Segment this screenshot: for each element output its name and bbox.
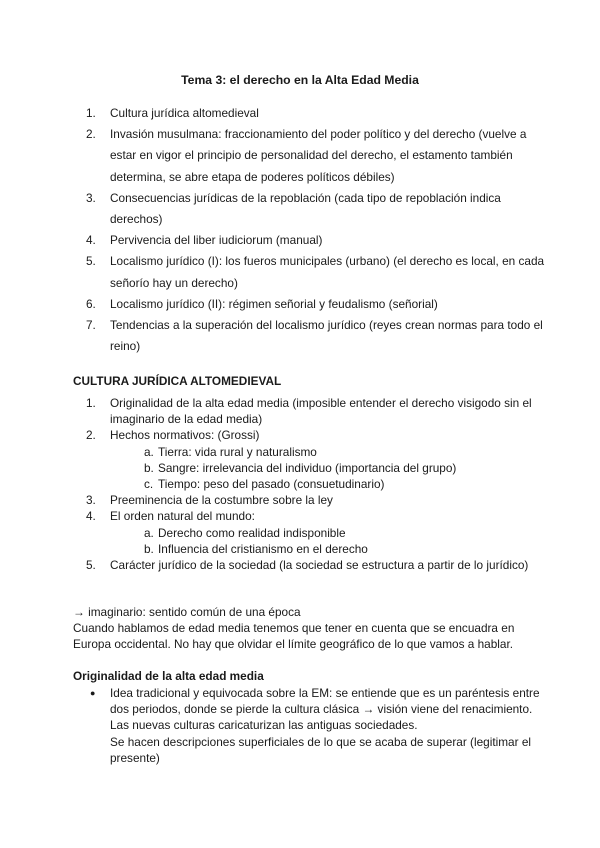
note-paragraph: Cuando hablamos de edad media tenemos que tener en cuenta que se encuadra en Europa occidental. No hay que olvidar el límite geográfico de lo que vamos a hablar. (73, 621, 515, 652)
bullet-icon: ● (90, 688, 96, 698)
list-number: 1. (86, 106, 96, 120)
bullet-list (90, 685, 540, 766)
toc-item-text: Localismo jurídico (II): régimen señorial y feudalismo (señorial) (110, 296, 438, 311)
sub-list-letter: c. (144, 477, 154, 492)
sub-list-letter: a. (144, 525, 154, 540)
list-item (86, 508, 546, 557)
toc-item-text: Cultura jurídica altomedieval (110, 106, 259, 120)
sub-list-letter: b. (144, 460, 154, 475)
sub-list-text: Sangre: irrelevancia del individuo (importancia del grupo) (158, 460, 457, 475)
bullet-extra-text: Se hacen descripciones superficiales de lo que se acaba de superar (legitimar el presente) (110, 734, 531, 765)
toc-item-text: Tendencias a la superación del localismo jurídico (reyes crean normas para todo el reino) (110, 318, 543, 354)
sub-list-item (144, 476, 546, 492)
sub-list-item (144, 541, 546, 557)
note-imaginario: → imaginario: sentido común de una época (73, 605, 301, 619)
list-number: 5. (86, 558, 96, 573)
document-title: Tema 3: el derecho en la Alta Edad Media (181, 73, 419, 87)
toc-item-text: Invasión musulmana: fraccionamiento del poder político y del derecho (vuelve a estar en vigor el principio de personalidad del derecho, el estamento también determina, se abre etapa de poderes políticos débiles) (110, 127, 527, 184)
bullet-item (90, 685, 540, 766)
toc-item (86, 230, 546, 251)
list-number: 4. (86, 233, 96, 248)
toc-item-text: Consecuencias jurídicas de la repoblación (cada tipo de repoblación indica derechos) (110, 190, 501, 227)
sub-list-text: Tierra: vida rural y naturalismo (158, 444, 317, 459)
toc-item (86, 188, 546, 230)
list-item-text: Originalidad de la alta edad media (imposible entender el derecho visigodo sin el imaginario de la edad media) (110, 396, 532, 427)
toc-item (86, 294, 546, 315)
list-item-text: Hechos normativos: (Grossi) (110, 428, 260, 443)
toc-item-text: Pervivencia del liber iudiciorum (manual) (110, 233, 323, 248)
section-heading: CULTURA JURÍDICA ALTOMEDIEVAL (73, 374, 282, 388)
list-item (86, 395, 546, 427)
list-number: 3. (86, 190, 96, 205)
sub-list (110, 444, 546, 493)
list-number: 5. (86, 254, 96, 269)
list-item-text: Carácter jurídico de la sociedad (la sociedad se estructura a partir de lo jurídico) (110, 558, 529, 573)
list-number: 4. (86, 509, 96, 524)
list-item-text: El orden natural del mundo: (110, 509, 255, 524)
subsection-heading: Originalidad de la alta edad media (73, 669, 264, 683)
list-item-text: Preeminencia de la costumbre sobre la ley (110, 493, 333, 508)
list-number: 3. (86, 493, 96, 508)
list-item (86, 492, 546, 508)
table-of-contents (86, 103, 546, 357)
sub-list-item (144, 444, 546, 460)
list-number: 7. (86, 318, 96, 333)
toc-item (86, 251, 546, 293)
toc-item (86, 103, 546, 124)
sub-list-letter: a. (144, 444, 154, 459)
list-item (86, 557, 546, 573)
sub-list-text: Tiempo: peso del pasado (consuetudinario) (158, 477, 385, 492)
list-number: 6. (86, 296, 96, 311)
sub-list-item (144, 460, 546, 476)
toc-item (86, 124, 546, 188)
sub-list-text: Influencia del cristianismo en el derecho (158, 541, 368, 556)
toc-item (86, 315, 546, 357)
sub-list-item (144, 525, 546, 541)
sub-list (110, 525, 546, 557)
toc-item-text: Localismo jurídico (I): los fueros municipales (urbano) (el derecho es local, en cada señorío hay un derecho) (110, 254, 545, 290)
list-number: 2. (86, 428, 96, 443)
bullet-text: Idea tradicional y equivocada sobre la EM: se entiende que es un paréntesis entre dos periodos, donde se pierde la cultura clásica → visión viene del renacimiento. Las nuevas culturas caricaturizan las antiguas sociedades. (110, 686, 540, 733)
list-number: 1. (86, 396, 96, 410)
list-item (86, 427, 546, 492)
sub-list-letter: b. (144, 541, 154, 556)
section-list (86, 395, 546, 573)
list-number: 2. (86, 127, 96, 142)
sub-list-text: Derecho como realidad indisponible (158, 525, 346, 540)
